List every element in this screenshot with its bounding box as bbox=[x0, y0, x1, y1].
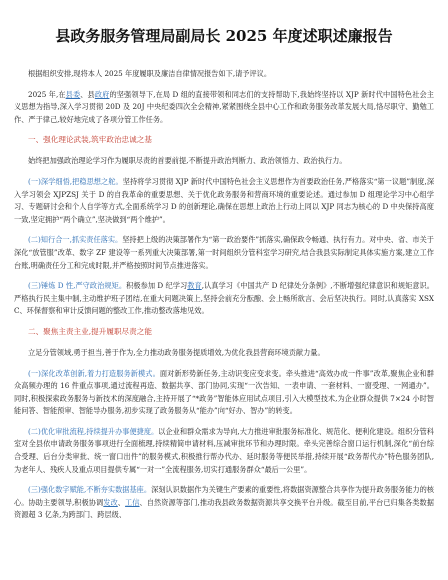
section1-heading: 一、强化理论武装,筑牢政治忠诚之基 bbox=[28, 135, 152, 145]
section2-heading: 二、聚焦主责主业,提升履职尽责之能 bbox=[28, 326, 152, 336]
link-government[interactable]: 政府 bbox=[94, 89, 110, 99]
section2-item2-text: 以企业和群众需求为导向,大力推进审批服务标准化、规范化、便利化建设。组织分管科室对全县依申请政务服务事项进行全面梳理,持续精简申请材料,压减审批环节和办理时限。牵头完善综合窗口运行机制,深化“前台综合受理、后台分类审批、统一窗口出件”的服务模式,积极推行帮办代办、延时服务等便民举措,持续开展“政务帮代办”特色服务团队,为老年人、残疾人及重点项目提供专属“一对一”全流程服务,切实打通服务群众“最后一公里”。 bbox=[14, 426, 434, 474]
section2-item1-label: (一)深化改革创新,着力打造服务新模式。 bbox=[28, 368, 160, 378]
overview-paragraph bbox=[14, 89, 434, 127]
section2-item1 bbox=[14, 368, 434, 418]
section1-item1-text: 坚持将学习贯彻 XJP 新时代中国特色社会主义思想作为首要政治任务,严格落实“第一议题”制度,深入学习领会 XJPZSJ 关于 D 的自我革命的重要思想、关于优化政务服务和营商环境的重要论述。通过参加 D 组理论学习中心组学习、专题研讨会和个人自学等方式,全面系统学习 D 的创新理论,确保在思想上政治上行动上同以 XJP 同志为核心的 D 中央保持高度一致,坚定拥护“两个确立”,坚决做到“两个维护”。 bbox=[14, 176, 435, 224]
section1-item1-label: (一)深学细悟,把稳思想之舵。 bbox=[28, 176, 123, 186]
overview-text-pre: 2025 年,在 bbox=[28, 89, 66, 99]
section2-item2-label: (二)优化审批流程,持续提升办事便捷度。 bbox=[28, 426, 159, 436]
overview-text-mid: 、县 bbox=[80, 89, 95, 99]
section2-item1-text: 面对新形势新任务,主动识变应变求变。牵头推进“高效办成一件事”改革,聚焦企业和群众高频办理的 16 件重点事项,通过流程再造、数据共享、部门协同,实现“一次告知、一表申请、一套材料、一窗受理、一网通办”。同时,积极探索政务服务与新技术的深度融合,主持开展了“*政务”智能体应用试点项目,引入大模型技术,为企业群众提供 7×24 小时智能问答、智能预审、智能导办服务,初步实现了政务服务从“能办”向“好办、智办”的转变。 bbox=[14, 368, 434, 416]
section1-item2-label: (二)知行合一,抓实责任落实。 bbox=[28, 235, 123, 245]
section2-item3 bbox=[14, 484, 434, 522]
section1-item1 bbox=[14, 176, 434, 226]
section1-lead: 始终把加强政治理论学习作为履职尽责的首要前提,不断提升政治判断力、政治领悟力、政治执行力。 bbox=[28, 156, 347, 166]
section2-item3-text-pre: 深刻认识数据作为关键生产要素的重要性,将数据资源整合共享作为提升政务服务能力的核心。协助主要领导,积极协调 bbox=[14, 485, 434, 507]
link-education[interactable]: 教育 bbox=[187, 281, 202, 291]
section2-item3-label: (三)强化数字赋能,不断夯实数据基座。 bbox=[28, 485, 152, 495]
section1-item3-label: (三)锤炼 D 性,严守政治规矩。 bbox=[28, 281, 127, 291]
intro-paragraph: 根据组织安排,现将本人 2025 年度履职及廉洁自律情况报告如下,请予评议。 bbox=[28, 69, 272, 78]
link-development-reform[interactable]: 发改 bbox=[103, 497, 118, 507]
document-title: 县政务服务管理局副局长 2025 年度述职述廉报告 bbox=[55, 27, 393, 45]
section1-item2 bbox=[14, 234, 434, 272]
section1-item2-text: 坚持把上级的决策部署作为“第一政治要件”抓落实,确保政令畅通、执行有力。对中央、省、市关于深化“放管服”改革、数字 ZF 建设等一系列重大决策部署,第一时间组织分管科室学习研究,结合我县实际制定具体实施方案,建立工作台账,明确责任分工和完成时限,并严格按照时间节点推进落实。 bbox=[14, 235, 434, 270]
link-industry-it[interactable]: 工信 bbox=[125, 497, 140, 507]
section1-item3-text-pre: 积极参加 D 纪学习 bbox=[126, 281, 188, 291]
section2-lead: 立足分管领域,勇于担当,善于作为,全力推动政务服务提质增效,为优化我县营商环境贡献力量。 bbox=[28, 347, 325, 357]
section1-item3-text-post: ,认真学习《中国共产 D 纪律处分条例》,不断增强纪律意识和规矩意识。严格执行民主集中制,主动维护班子团结,在重大问题决策上,坚持会前充分酝酿、会上畅所欲言、会后坚决执行。同时,认真落实 XSXC、环保督察和审计反馈问题的整改工作,推动整改落地见效。 bbox=[14, 281, 434, 316]
link-county-committee[interactable]: 县委 bbox=[65, 89, 81, 99]
section2-item3-text-mid1: 、 bbox=[117, 497, 126, 507]
section1-item3 bbox=[14, 280, 434, 318]
section2-item3-text-mid2: 、自然资源等部门,推动我县政务数据资源共享交换平台升级。截至目前,平台已归集各类数据资源超 3 亿条,为跨部门、跨层级、 bbox=[14, 497, 434, 520]
section2-item2 bbox=[14, 426, 434, 476]
overview-text-post: 的坚强领导下,在局 D 组的直接带领和同志们的支持帮助下,我始终坚持以 XJP 新时代中国特色社会主义思想为指导,深入学习贯彻 20D 及 20J 中央纪委四次全会精神,紧紧围绕全县中心工作和政务服务改革发展大局,恪尽职守、勤勉工作、严于律己,较好地完成了各项分管工作任务。 bbox=[14, 89, 434, 124]
